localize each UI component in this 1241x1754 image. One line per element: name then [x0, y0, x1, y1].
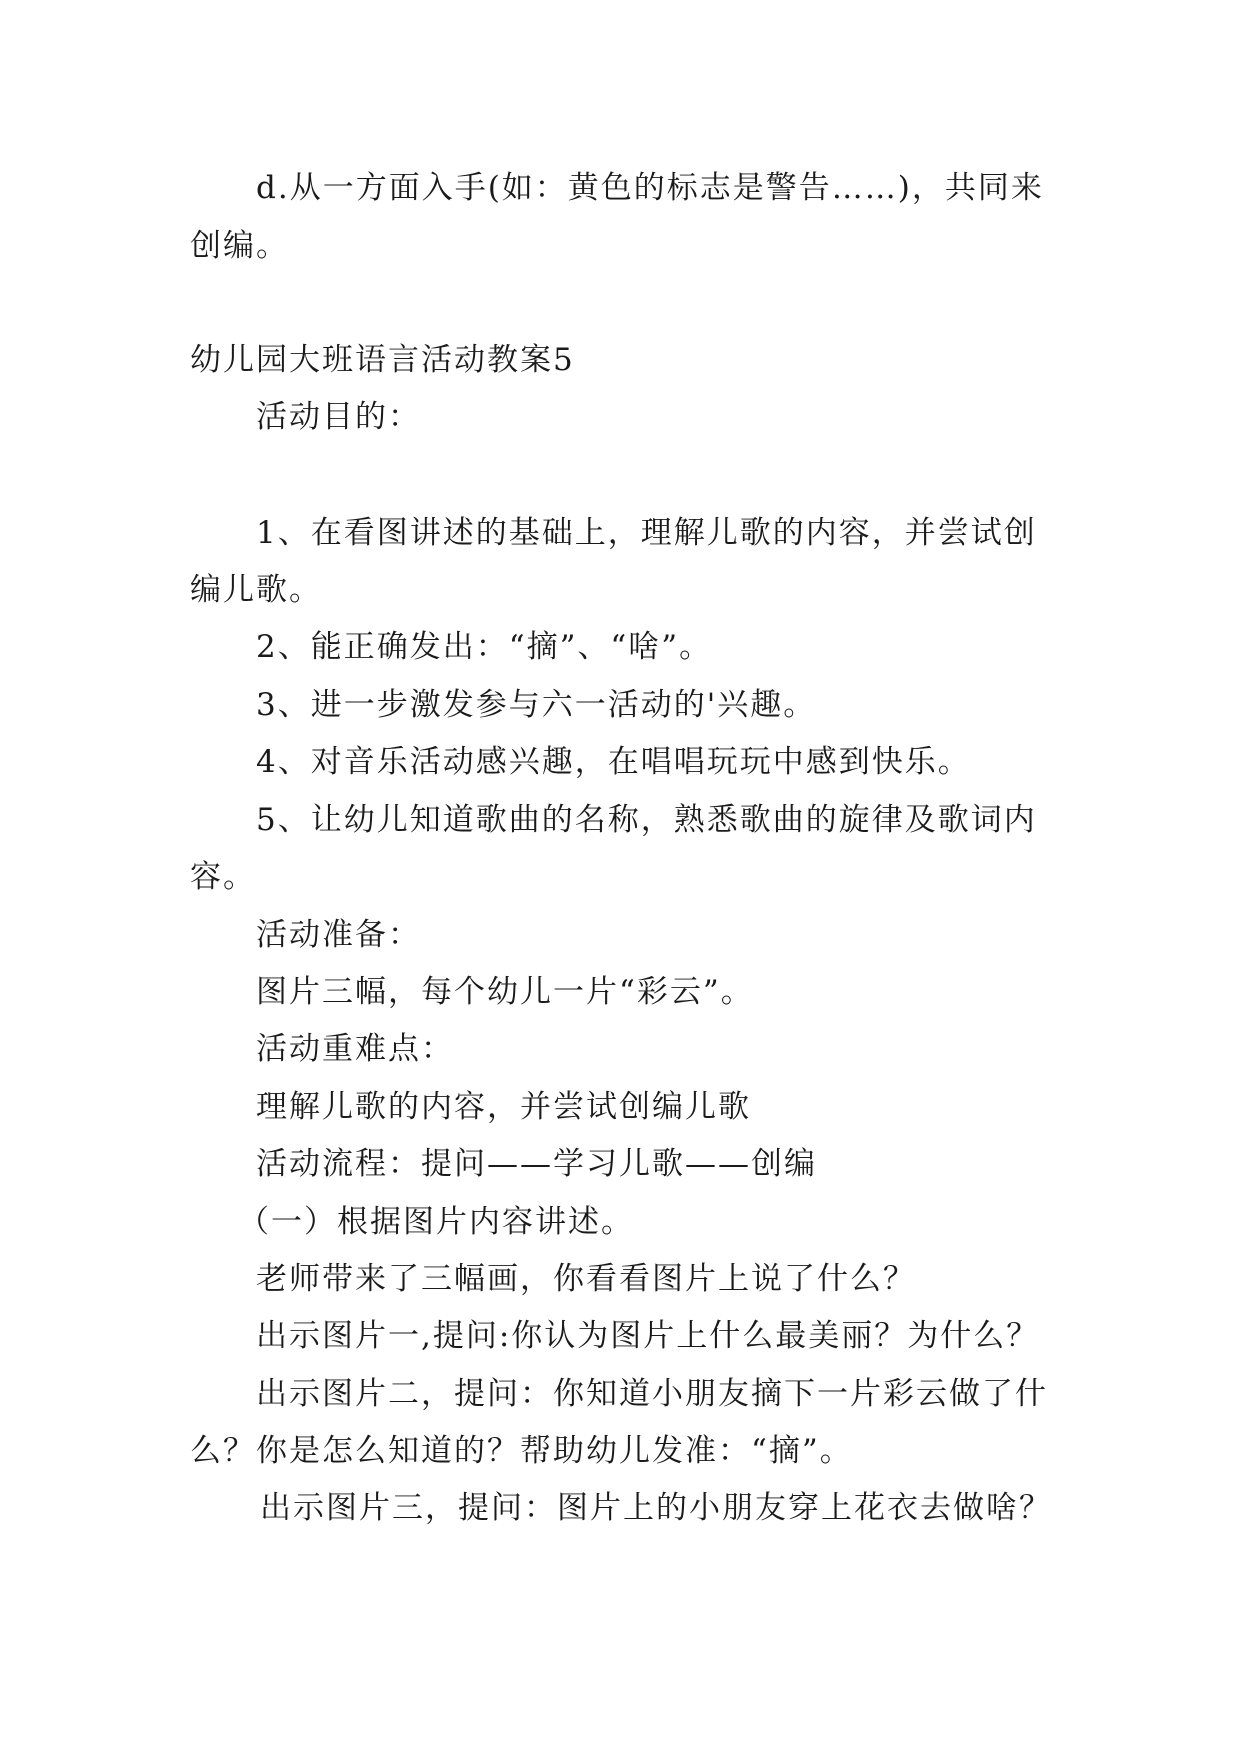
sub-heading: （一）根据图片内容讲述。: [238, 1204, 634, 1240]
section-heading: 活动重难点：: [256, 1031, 454, 1067]
paragraph-line: 图片三幅，每个幼儿一片“彩云”。: [256, 974, 754, 1010]
section-title: 幼儿园大班语言活动教案5: [190, 342, 575, 378]
list-item: 1、在看图讲述的基础上，理解儿歌的内容，并尝试创: [256, 515, 1037, 551]
paragraph-line: d.从一方面入手(如：黄色的标志是警告……)，共同来: [256, 170, 1044, 206]
list-item: 4、对音乐活动感兴趣，在唱唱玩玩中感到快乐。: [256, 744, 971, 780]
list-item: 5、让幼儿知道歌曲的名称，熟悉歌曲的旋律及歌词内: [256, 802, 1037, 838]
paragraph-line: 么？你是怎么知道的？帮助幼儿发准：“摘”。: [190, 1433, 853, 1469]
paragraph-line: 出示图片三，提问：图片上的小朋友穿上花衣去做啥？: [260, 1490, 1052, 1526]
list-item: 2、能正确发出：“摘”、“啥”。: [256, 629, 713, 665]
section-heading: 活动目的：: [256, 399, 421, 435]
paragraph-line: 活动流程：提问——学习儿歌——创编: [256, 1146, 817, 1182]
paragraph-line: 出示图片一,提问:你认为图片上什么最美丽？为什么？: [256, 1318, 1040, 1354]
paragraph-line: 出示图片二，提问：你知道小朋友摘下一片彩云做了什: [256, 1376, 1048, 1412]
list-item-continuation: 编儿歌。: [190, 572, 322, 608]
paragraph-line: 理解儿歌的内容，并尝试创编儿歌: [256, 1089, 751, 1125]
paragraph-line: 创编。: [190, 228, 289, 264]
section-heading: 活动准备：: [256, 917, 421, 953]
list-item: 3、进一步激发参与六一活动的'兴趣。: [256, 687, 817, 723]
paragraph-line: 老师带来了三幅画，你看看图片上说了什么？: [256, 1261, 916, 1297]
list-item-continuation: 容。: [190, 859, 256, 895]
